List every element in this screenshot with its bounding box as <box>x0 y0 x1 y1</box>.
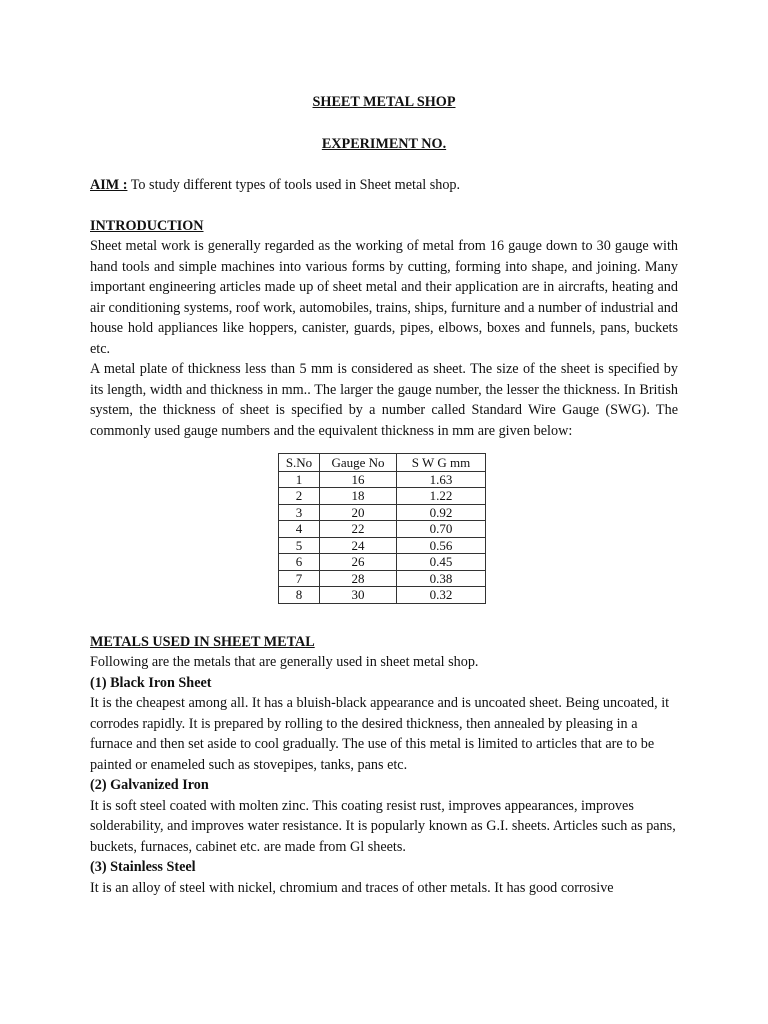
introduction-heading: INTRODUCTION <box>90 217 204 234</box>
table-row <box>279 471 486 488</box>
table-row <box>279 504 486 521</box>
cell-swg: 1.63 <box>397 471 486 488</box>
cell-swg: 0.38 <box>397 570 486 587</box>
table-row <box>279 587 486 604</box>
aim-line <box>90 175 678 196</box>
cell-gauge: 26 <box>320 554 397 571</box>
cell-sno: 8 <box>279 587 320 604</box>
section-text-galvanized-iron: It is soft steel coated with molten zinc. This coating resist rust, improves appearances, improves solderability, and improves water resistance. It is popularly known as G.I. sheets. Articles such as pans, buckets, furnaces, cabinet etc. are made from Gl sheets. <box>90 797 676 855</box>
cell-gauge: 24 <box>320 537 397 554</box>
table-row <box>279 488 486 505</box>
document-title: SHEET METAL SHOP <box>312 94 456 110</box>
gauge-table <box>278 453 486 604</box>
cell-sno: 7 <box>279 570 320 587</box>
cell-sno: 5 <box>279 537 320 554</box>
cell-swg: 0.92 <box>397 504 486 521</box>
cell-sno: 6 <box>279 554 320 571</box>
aim-label: AIM : <box>90 177 128 193</box>
cell-sno: 4 <box>279 521 320 538</box>
intro-paragraph-2: A metal plate of thickness less than 5 mm is considered as sheet. The size of the sheet is specified by its length, width and thickness in mm.. The larger the gauge number, the lesser the thickness. In British system, the thickness of sheet is specified by a number called Standard Wire Gauge (SWG). The commonly used gauge numbers and the equivalent thickness in mm are given below: <box>90 361 678 439</box>
cell-swg: 0.70 <box>397 521 486 538</box>
cell-sno: 1 <box>279 471 320 488</box>
header-sno: S.No <box>279 454 320 472</box>
cell-gauge: 16 <box>320 471 397 488</box>
metals-heading: METALS USED IN SHEET METAL <box>90 633 315 650</box>
aim-text: To study different types of tools used in Sheet metal shop. <box>127 177 461 193</box>
cell-swg: 1.22 <box>397 488 486 505</box>
cell-sno: 2 <box>279 488 320 505</box>
header-swg-mm: S W G mm <box>397 454 486 472</box>
section-text-black-iron: It is the cheapest among all. It has a bluish-black appearance and is uncoated sheet. Being uncoated, it corrodes rapidly. It is prepared by rolling to the desired thickness, then annealed by pleasing in a furnace and then set aside to cool gradually. The use of this metal is limited to articles that are to be painted or enameled such as stovepipes, tanks, pans etc. <box>90 695 670 773</box>
cell-swg: 0.56 <box>397 537 486 554</box>
metals-intro: Following are the metals that are generally used in sheet metal shop. <box>90 654 479 670</box>
cell-gauge: 28 <box>320 570 397 587</box>
cell-gauge: 20 <box>320 504 397 521</box>
section-title-galvanized-iron: (2) Galvanized Iron <box>90 777 209 793</box>
cell-gauge: 18 <box>320 488 397 505</box>
table-row <box>279 521 486 538</box>
cell-swg: 0.32 <box>397 587 486 604</box>
cell-gauge: 30 <box>320 587 397 604</box>
cell-sno: 3 <box>279 504 320 521</box>
table-row <box>279 570 486 587</box>
document-body <box>90 175 678 898</box>
table-row <box>279 537 486 554</box>
experiment-number: EXPERIMENT NO. <box>321 136 447 152</box>
section-title-black-iron: (1) Black Iron Sheet <box>90 674 212 691</box>
section-text-stainless-steel: It is an alloy of steel with nickel, chromium and traces of other metals. It has good corrosive <box>90 879 614 896</box>
cell-swg: 0.45 <box>397 554 486 571</box>
section-title-stainless-steel: (3) Stainless Steel <box>90 859 196 875</box>
table-row <box>279 554 486 571</box>
intro-paragraph-1: Sheet metal work is generally regarded as the working of metal from 16 gauge down to 30 gauge with hand tools and simple machines into various forms by cutting, forming into shape, and joining. Many important engineering articles made up of sheet metal and their application are in aircrafts, heating and air conditioning systems, roof work, automobiles, trains, ships, furniture and a number of industrial and house hold appliances like hoppers, canister, guards, pipes, elbows, boxes and funnels, pans, buckets etc. <box>90 238 678 357</box>
header-gauge-no: Gauge No <box>320 454 397 472</box>
cell-gauge: 22 <box>320 521 397 538</box>
table-header-row <box>279 454 486 472</box>
